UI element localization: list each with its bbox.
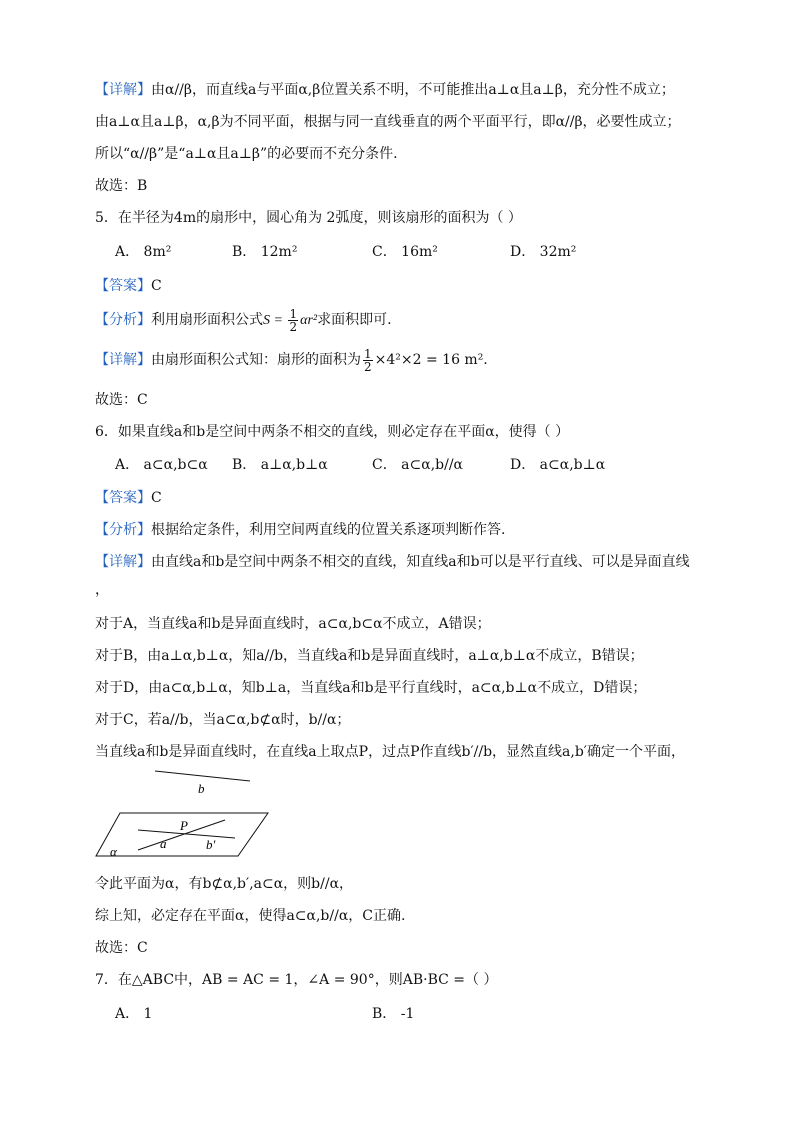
fraction-numerator: 1 xyxy=(289,306,298,321)
q6-option-d: D． a⊂α,b⊥α xyxy=(510,457,606,473)
q5-analysis xyxy=(95,306,392,335)
q5-option-a: A． 8m² xyxy=(115,244,172,260)
q6-detail xyxy=(95,552,690,572)
formula-lhs: S = xyxy=(263,313,287,328)
fraction-half xyxy=(288,308,298,333)
answer-value: C xyxy=(151,278,162,294)
analysis-post: 求面积即可. xyxy=(317,312,392,328)
question-5-stem: 5．在半径为4m的扇形中，圆心角为 2弧度，则该扇形的面积为（ ） xyxy=(95,210,522,226)
analysis-tag: 【分析】 xyxy=(95,522,151,538)
q5-detail xyxy=(95,346,488,374)
choose-line: 故选：B xyxy=(95,178,148,194)
q5-option-c: C． 16m² xyxy=(372,244,438,260)
detail-tag: 【详解】 xyxy=(95,554,151,570)
q6-answer xyxy=(95,488,162,508)
plane-figure xyxy=(90,768,280,863)
answer-tag: 【答案】 xyxy=(95,278,151,294)
detail-pre: 由扇形面积公式知：扇形的面积为 xyxy=(151,352,361,368)
label-p: P xyxy=(180,818,188,833)
q5-choose: 故选：C xyxy=(95,392,148,408)
q6-option-c: C． a⊂α,b//α xyxy=(372,457,463,473)
option-b-analysis: 对于B，由a⊥α,b⊥α，知a//b，当直线a和b是异面直线时，a⊥α,b⊥α不成立，B错误； xyxy=(95,648,644,664)
fraction-denominator: 2 xyxy=(364,359,372,374)
q6-option-a: A． a⊂α,b⊂α xyxy=(115,457,208,473)
label-b-prime: b′ xyxy=(206,837,216,852)
detail-line-3: 所以“α//β”是“a⊥α且a⊥β”的必要而不充分条件. xyxy=(95,146,398,162)
detail-formula: ×4²×2 = 16 m². xyxy=(374,352,488,368)
q7-option-a: A． 1 xyxy=(115,1006,153,1022)
option-a-analysis: 对于A，当直线a和b是异面直线时，a⊂α,b⊂α不成立，A错误； xyxy=(95,616,491,632)
fraction-numerator: 1 xyxy=(364,346,372,361)
analysis-text: 根据给定条件，利用空间两直线的位置关系逐项判断作答. xyxy=(151,522,506,538)
q6-analysis xyxy=(95,520,505,540)
detail-tag: 【详解】 xyxy=(95,82,151,98)
fraction-half xyxy=(363,348,373,373)
question-6-stem: 6．如果直线a和b是空间中两条不相交的直线，则必定存在平面α，使得（ ） xyxy=(95,424,570,440)
answer-tag: 【答案】 xyxy=(95,490,151,506)
question-7-stem: 7．在△ABC中，AB = AC = 1，∠A = 90°，则AB·BC =（ ） xyxy=(95,972,498,988)
q6-option-b: B． a⊥α,b⊥α xyxy=(232,457,328,473)
detail-line-2: 由a⊥α且a⊥β，α,β为不同平面，根据与同一直线垂直的两个平面平行，即α//β，必要性成立； xyxy=(95,114,681,130)
line-b xyxy=(155,771,250,781)
q5-answer xyxy=(95,276,162,296)
formula-rhs: αr² xyxy=(300,313,318,328)
skew-lines-text: 当直线a和b是异面直线时，在直线a上取点P，过点P作直线b′//b，显然直线a,b′确定一个平面， xyxy=(95,744,685,760)
q5-option-b: B． 12m² xyxy=(232,244,298,260)
fraction-denominator: 2 xyxy=(289,319,298,334)
detail-text: 由直线a和b是空间中两条不相交的直线，知直线a和b可以是平行直线、可以是异面直线 xyxy=(151,554,690,570)
analysis-tag: 【分析】 xyxy=(95,312,151,328)
option-c-analysis: 对于C，若a//b，当a⊂α,b⊄α时，b//α； xyxy=(95,712,351,728)
q6-choose: 故选：C xyxy=(95,940,148,956)
summary-text: 综上知，必定存在平面α，使得a⊂α,b//α，C正确. xyxy=(95,908,406,924)
answer-value: C xyxy=(151,490,162,506)
label-alpha: α xyxy=(110,844,117,859)
option-d-analysis: 对于D，由a⊂α,b⊥α，知b⊥a，当直线a和b是平行直线时，a⊂α,b⊥α不成立，D错误； xyxy=(95,680,647,696)
detail-text: 由α//β，而直线a与平面α,β位置关系不明，不可能推出a⊥α且a⊥β，充分性不成立； xyxy=(151,82,675,98)
detail-comma: ， xyxy=(95,582,109,598)
let-plane-text: 令此平面为α，有b⊄α,b′,a⊂α，则b//α， xyxy=(95,876,354,892)
label-a: a xyxy=(160,836,167,851)
q7-option-b: B． -1 xyxy=(372,1006,415,1022)
detail-tag: 【详解】 xyxy=(95,352,151,368)
analysis-pre: 利用扇形面积公式 xyxy=(151,312,263,328)
detail-line-1 xyxy=(95,80,675,100)
label-b: b xyxy=(198,781,205,796)
q5-option-d: D． 32m² xyxy=(510,244,577,260)
